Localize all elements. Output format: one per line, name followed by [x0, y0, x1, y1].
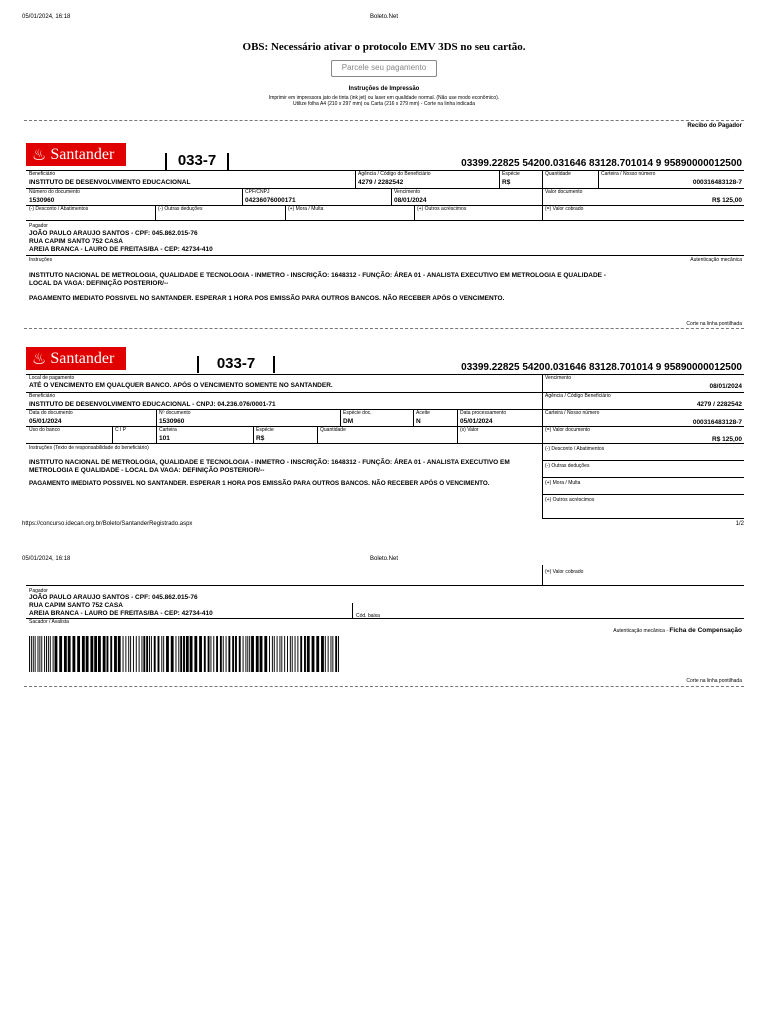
barcode-bar [249, 636, 250, 672]
no-doc-label: Nº documento [159, 410, 191, 416]
quantidade-label: Quantidade [320, 427, 346, 433]
flame-icon: ♨ [32, 146, 47, 164]
flame-icon: ♨ [32, 350, 47, 368]
desconto-label: (-) Desconto / Abatimentos [29, 206, 89, 212]
santander-logo [26, 347, 126, 370]
num-doc-label: Número do documento [29, 189, 80, 195]
barcode-bar [72, 636, 75, 672]
barcode-bar [281, 636, 282, 672]
barcode-bar [251, 636, 254, 672]
pagador-address: RUA CAPIM SANTO 752 CASA [29, 602, 123, 609]
instrucoes-label: Instruções [29, 257, 53, 263]
aceite-label: Aceite [416, 410, 430, 416]
data-doc-value: 05/01/2024 [29, 418, 62, 425]
print-instructions-title: Instruções de Impressão [348, 86, 420, 92]
barcode-bar [274, 636, 275, 672]
barcode-bar [178, 636, 179, 672]
bank-code: 033-7 [197, 356, 275, 373]
instrucoes-text-2: PAGAMENTO IMEDIATO POSSIVEL NO SANTANDER. ESPERAR 1 HORA POS EMISSÃO PARA OUTROS BANCOS. NÃO RECEBER APÓS O VENCIMENTO. [29, 480, 490, 487]
uso-banco-label: Uso do banco [29, 427, 60, 433]
barcode-bar [154, 636, 156, 672]
barcode-bar [226, 636, 227, 672]
pagador-city: AREIA BRANCA - LAURO DE FREITAS/BA - CEP: 42734-410 [29, 610, 213, 617]
barcode-bar [312, 636, 315, 672]
vencimento-label: Vencimento [394, 189, 421, 195]
corte-label: Corte na linha pontilhada [686, 678, 742, 684]
barcode-bar [297, 636, 298, 672]
barcode-bar [220, 636, 222, 672]
vencimento-label: Vencimento [545, 375, 572, 381]
local-pagamento-label: Local de pagamento [29, 375, 75, 381]
barcode-bar [183, 636, 185, 672]
barcode-bar [118, 636, 121, 672]
local-pagamento-value: ATÉ O VENCIMENTO EM QUALQUER BANCO. APÓS O VENCIMENTO SOMENTE NO SANTANDER. [29, 382, 333, 389]
vencimento-value: 08/01/2024 [709, 383, 742, 390]
barcode-bar [46, 636, 47, 672]
barcode-bar [330, 636, 331, 672]
barcode-bar [161, 636, 162, 672]
barcode-bar [316, 636, 319, 672]
print-title: Boleto.Net [370, 14, 399, 20]
barcode-bar [166, 636, 169, 672]
santander-brand: Santander [50, 145, 115, 163]
nosso-numero-label: Carteira / Nosso número [601, 171, 656, 177]
barcode-bar [139, 636, 140, 672]
barcode-bar [290, 636, 291, 672]
valor-cobrado-label: (=) Valor cobrado [545, 569, 584, 575]
barcode-bar [277, 636, 278, 672]
pagador-address: RUA CAPIM SANTO 752 CASA [29, 238, 123, 245]
pagador-label: Pagador [29, 223, 48, 229]
barcode-bar [136, 636, 137, 672]
carteira-label: Carteira [159, 427, 177, 433]
barcode-bar [264, 636, 267, 672]
agencia-label: Agência / Código do Beneficiário [358, 171, 431, 177]
santander-brand: Santander [50, 349, 115, 367]
ficha-compensacao-label: Ficha de Compensação [669, 627, 742, 634]
data-doc-label: Data do documento [29, 410, 73, 416]
nosso-numero-value: 000316483128-7 [692, 179, 742, 186]
barcode-bar [64, 636, 67, 672]
barcode-bar [272, 636, 273, 672]
aceite-value: N [416, 418, 421, 425]
pagador-name: JOÃO PAULO ARAUJO SANTOS - CPF: 045.862.015-76 [29, 230, 198, 237]
valor-doc-value: R$ 125,00 [712, 436, 742, 443]
data-proc-label: Data processamento [460, 410, 507, 416]
barcode-bar [110, 636, 112, 672]
cut-line [24, 686, 744, 687]
barcode-bar [335, 636, 337, 672]
barcode-bar [243, 636, 244, 672]
barcode-bar [256, 636, 259, 672]
corte-label: Corte na linha pontilhada [686, 321, 742, 327]
barcode-bar [307, 636, 310, 672]
barcode-bar [38, 636, 39, 672]
agencia-value: 4279 / 2282542 [696, 401, 742, 408]
barcode-bar [130, 636, 131, 672]
outras-deducoes-label: (-) Outras deduções [545, 463, 590, 469]
santander-logo [26, 143, 126, 166]
cip-label: C I P [115, 427, 127, 433]
desconto-label: (-) Desconto / Abatimentos [545, 446, 605, 452]
sacador-label: Sacador / Avalista [29, 619, 69, 625]
barcode-bar [239, 636, 241, 672]
barcode-bar [292, 636, 293, 672]
cpf-label: CPF/CNPJ [245, 189, 270, 195]
especie-value: R$ [256, 435, 265, 442]
instrucoes-label: Instruções (Texto de responsabilidade do beneficiário) [29, 445, 149, 451]
especie-doc-value: DM [343, 418, 354, 425]
barcode-bar [35, 636, 36, 672]
recibo-label: Recibo do Pagador [687, 123, 742, 129]
especie-value: R$ [502, 179, 511, 186]
especie-doc-label: Espécie doc. [343, 410, 372, 416]
barcode-bar [103, 636, 106, 672]
barcode-bar [39, 636, 40, 672]
barcode-bar [190, 636, 193, 672]
barcode-bar [194, 636, 197, 672]
instrucoes-text-1: INSTITUTO NACIONAL DE METROLOGIA, QUALIDADE E TECNOLOGIA - INMETRO - INSCRIÇÃO: 1648312 - FUNÇÃO: ÁREA 01 - ANALISTA EXECUTIVO EM METROLOGIA E QUALIDADE - LOCAL DA VAGA: DEFINIÇÃO POSTERIOR/-- [29, 272, 606, 287]
barcode-bar [245, 636, 246, 672]
barcode-bar [59, 636, 62, 672]
barcode-bar [232, 636, 234, 672]
barcode-bar [228, 636, 230, 672]
barcode-bar [50, 636, 51, 672]
barcode-bar [94, 636, 97, 672]
print-datetime: 05/01/2024, 16:18 [22, 556, 71, 562]
num-doc-value: 1530960 [29, 197, 55, 204]
mora-label: (+) Mora / Multa [545, 480, 581, 486]
parcele-button[interactable]: Parcele seu pagamento [331, 60, 437, 77]
valor-doc-value: R$ 125,00 [712, 197, 742, 204]
barcode-bar [107, 636, 109, 672]
barcode-bar [141, 636, 142, 672]
especie-label: Espécie [502, 171, 520, 177]
autenticacao-label: Autenticação mecânica - [613, 628, 670, 634]
barcode-bar [123, 636, 124, 672]
valor-doc-label: Valor documento [545, 189, 583, 195]
barcode-bar [44, 636, 45, 672]
barcode-bar [279, 636, 280, 672]
barcode-bar [287, 636, 288, 672]
beneficiario-value: INSTITUTO DE DESENVOLVIMENTO EDUCACIONAL - CNPJ: 04.236.076/0001-71 [29, 401, 276, 408]
barcode-bar [304, 636, 306, 672]
barcode-bar [149, 636, 150, 672]
barcode-bar [295, 636, 296, 672]
cut-line [24, 120, 744, 121]
outros-acrescimos-label: (+) Outros acréscimos [417, 206, 467, 212]
barcode-bar [77, 636, 80, 672]
barcode-bar [86, 636, 89, 672]
no-doc-value: 1530960 [159, 418, 185, 425]
agencia-value: 4279 / 2282542 [358, 179, 404, 186]
obs-notice: OBS: Necessário ativar o protocolo EMV 3DS no seu cartão. [242, 41, 526, 53]
print-title: Boleto.Net [370, 556, 399, 562]
outras-deducoes-label: (-) Outras deduções [158, 206, 203, 212]
barcode-bar [180, 636, 182, 672]
bank-code: 033-7 [165, 153, 229, 170]
cpf-value: 04236076000171 [245, 197, 296, 204]
barcode-bar [204, 636, 206, 672]
valor-cobrado-label: (=) Valor cobrado [545, 206, 584, 212]
barcode-bar [216, 636, 218, 672]
barcode-bar [33, 636, 34, 672]
barcode-bar [55, 636, 58, 672]
barcode-bar [82, 636, 85, 672]
print-datetime: 05/01/2024, 16:18 [22, 14, 71, 20]
page-number: 1/2 [735, 521, 744, 527]
barcode-bar [158, 636, 160, 672]
barcode-bar [186, 636, 189, 672]
barcode-bar [31, 636, 32, 672]
barcode-bar [208, 636, 210, 672]
barcode-bar [29, 636, 30, 672]
mora-label: (+) Mora / Multa [288, 206, 324, 212]
barcode-bar [114, 636, 117, 672]
barcode-bar [133, 636, 134, 672]
barcode-bar [247, 636, 248, 672]
barcode-bar [90, 636, 93, 672]
quantidade-label: Quantidade [545, 171, 571, 177]
barcode-bar [235, 636, 237, 672]
pagador-city: AREIA BRANCA - LAURO DE FREITAS/BA - CEP: 42734-410 [29, 246, 213, 253]
barcode-bar [328, 636, 329, 672]
barcode-bar [284, 636, 285, 672]
barcode [29, 636, 339, 672]
barcode-bar [125, 636, 126, 672]
carteira-value: 101 [159, 435, 170, 442]
barcode-bar [269, 636, 270, 672]
barcode-bar [171, 636, 174, 672]
barcode-bar [175, 636, 176, 672]
barcode-bar [41, 636, 42, 672]
pagador-name: JOÃO PAULO ARAUJO SANTOS - CPF: 045.862.015-76 [29, 594, 198, 601]
barcode-bar [321, 636, 324, 672]
barcode-bar [151, 636, 152, 672]
barcode-bar [128, 636, 129, 672]
cod-baixa-label: Cód. baixa [356, 613, 380, 619]
barcode-bar [210, 636, 211, 672]
barcode-bar [146, 636, 148, 672]
especie-label: Espécie [256, 427, 274, 433]
nosso-numero-value: 000316483128-7 [692, 419, 742, 426]
outros-acrescimos-label: (+) Outros acréscimos [545, 497, 595, 503]
data-proc-value: 05/01/2024 [460, 418, 493, 425]
barcode-bar [325, 636, 326, 672]
barcode-bar [332, 636, 333, 672]
barcode-bar [163, 636, 164, 672]
print-instructions-line1: Imprimir em impressora jato de tinta (ink jet) ou laser em qualidade normal. (Não use modo econômico). [268, 95, 500, 101]
nosso-numero-label: Carteira / Nosso número [545, 410, 600, 416]
barcode-bar [223, 636, 224, 672]
barcode-bar [53, 636, 54, 672]
page-url: https://concurso.idecan.org.br/Boleto/SantanderRegistrado.aspx [22, 521, 193, 527]
x-valor-label: (x) Valor [460, 427, 479, 433]
barcode-bar [199, 636, 202, 672]
barcode-bar [300, 636, 302, 672]
barcode-bar [143, 636, 145, 672]
beneficiario-label: Beneficiário [29, 171, 56, 177]
print-instructions-line2: Utilize folha A4 (210 x 297 mm) ou Carta (216 x 279 mm) - Corte na linha indicada [292, 101, 476, 107]
valor-doc-label: (=) Valor documento [545, 427, 591, 433]
agencia-label: Agência / Código Beneficiário [545, 393, 611, 399]
barcode-bar [213, 636, 214, 672]
cut-line [24, 328, 744, 329]
linha-digitavel: 03399.22825 54200.031646 83128.701014 9 95890000012500 [461, 362, 742, 373]
barcode-bar [338, 636, 339, 672]
autenticacao-label: Autenticação mecânica [690, 257, 742, 263]
ficha-compensacao-header [560, 619, 742, 637]
pagador-label: Pagador [29, 588, 48, 594]
beneficiario-value: INSTITUTO DE DESENVOLVIMENTO EDUCACIONAL [29, 179, 191, 186]
barcode-bar [98, 636, 101, 672]
vencimento-value: 08/01/2024 [394, 197, 427, 204]
instrucoes-text-2: PAGAMENTO IMEDIATO POSSIVEL NO SANTANDER. ESPERAR 1 HORA POS EMISSÃO PARA OUTROS BANCOS. NÃO RECEBER APÓS O VENCIMENTO. [29, 295, 505, 302]
linha-digitavel: 03399.22825 54200.031646 83128.701014 9 95890000012500 [461, 158, 742, 169]
instrucoes-text-1: INSTITUTO NACIONAL DE METROLOGIA, QUALIDADE E TECNOLOGIA - INMETRO - INSCRIÇÃO: 1648312 - FUNÇÃO: ÁREA 01 - ANALISTA EXECUTIVO EM METROLOGIA E QUALIDADE - LOCAL DA VAGA: DEFINIÇÃO POSTERIOR/-- [29, 459, 510, 474]
beneficiario-label: Beneficiário [29, 393, 56, 399]
barcode-bar [48, 636, 49, 672]
barcode-bar [68, 636, 71, 672]
barcode-bar [260, 636, 263, 672]
